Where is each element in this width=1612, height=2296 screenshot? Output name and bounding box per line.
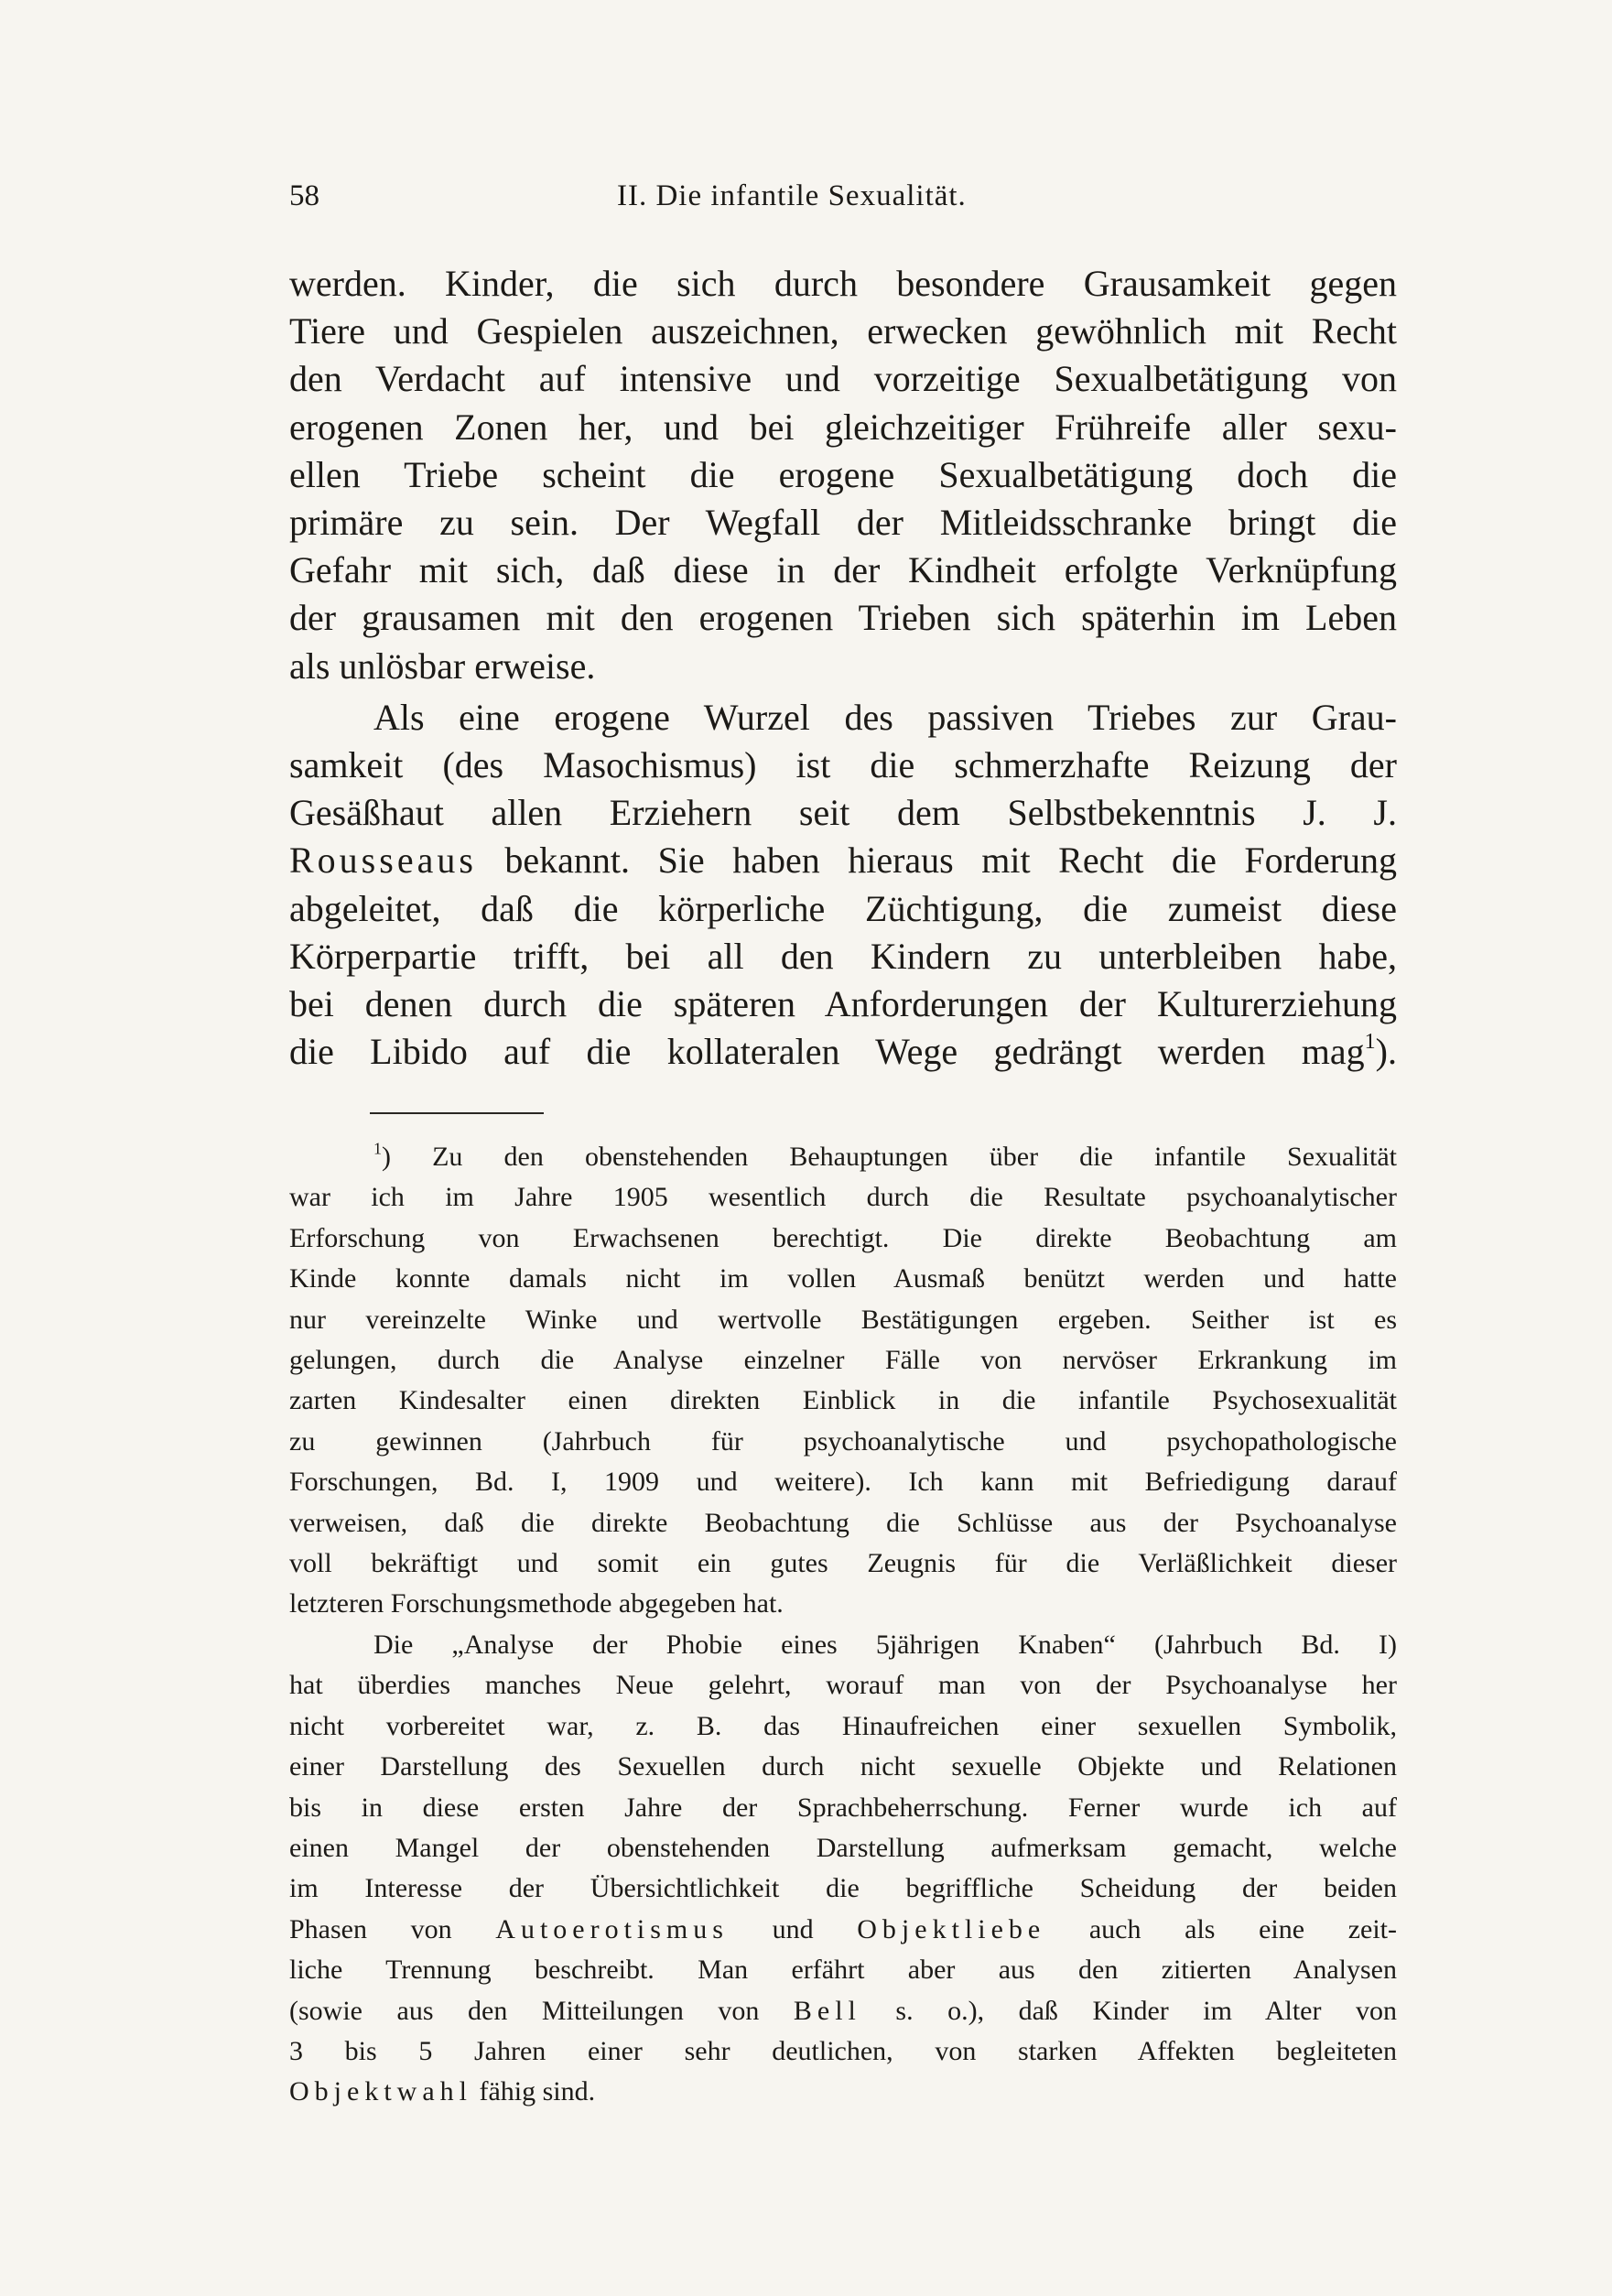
paragraph-1 — [289, 260, 1397, 690]
text-line: Gefahr mit sich, daß diese in der Kindheit erfolgte Verknüpfung — [289, 549, 1397, 591]
text-line: letzteren Forschungsmethode abgegeben hat. — [289, 1588, 784, 1619]
text-line: gelungen, durch die Analyse einzelner Fälle von nervöser Erkrankung im — [289, 1345, 1397, 1376]
text-line: hat überdies manches Neue gelehrt, worauf man von der Psychoanalyse her — [289, 1670, 1397, 1701]
text-line: bis in diese ersten Jahre der Sprachbeherrschung. Ferner wurde ich auf — [289, 1792, 1397, 1823]
text-span: fähig sind. — [471, 2076, 596, 2107]
term-objektwahl: Objektwahl — [289, 2076, 472, 2107]
term-autoerotismus: Autoerotismus — [495, 1913, 729, 1944]
author-name-rousseau: Rousseaus — [289, 839, 477, 882]
running-title: II. Die infantile Sexualität. — [617, 179, 967, 212]
footnote-marker: 1 — [373, 1139, 382, 1158]
main-text — [289, 260, 1397, 1076]
text-line: als unlösbar erweise. — [289, 644, 596, 687]
text-span: s. o.), daß Kinder im Alter von — [860, 1995, 1397, 2026]
text-line — [289, 1991, 1397, 2031]
text-line: im Interesse der Übersichtlichkeit die begriffliche Scheidung der beiden — [289, 1873, 1397, 1904]
text-span: auch als eine zeit- — [1045, 1913, 1397, 1944]
text-line — [289, 1910, 1397, 1950]
text-line — [289, 1028, 1397, 1076]
text-line: Erforschung von Erwachsenen berechtigt. Die direkte Beobachtung am — [289, 1222, 1397, 1253]
text-line: 3 bis 5 Jahren einer sehr deutlichen, von starken Affekten begleiteten — [289, 2035, 1397, 2066]
text-line: verweisen, daß die direkte Beobachtung die Schlüsse aus der Psychoanalyse — [289, 1507, 1397, 1538]
text-line: Tiere und Gespielen auszeichnen, erwecken gewöhnlich mit Recht — [289, 310, 1397, 352]
text-line: Die „Analyse der Phobie eines 5jährigen Knaben“ (Jahrbuch Bd. I) — [373, 1629, 1397, 1660]
text-line: erogenen Zonen her, und bei gleichzeitiger Frühreife aller sexu- — [289, 406, 1397, 448]
text-span: Phasen von — [289, 1913, 496, 1944]
text-line: Kinde konnte damals nicht im vollen Ausmaß benützt werden und hatte — [289, 1263, 1397, 1294]
author-name-bell: Bell — [793, 1995, 861, 2026]
footnote-separator — [370, 1112, 544, 1114]
text-span: bekannt. Sie haben hieraus mit Recht die Forderung — [476, 839, 1397, 882]
text-line: werden. Kinder, die sich durch besondere Grausamkeit gegen — [289, 263, 1397, 304]
text-line: einer Darstellung des Sexuellen durch nicht sexuelle Objekte und Relationen — [289, 1751, 1397, 1782]
text-line: liche Trennung beschreibt. Man erfährt aber aus den zitierten Analysen — [289, 1955, 1397, 1986]
text-line: samkeit (des Masochismus) ist die schmerzhafte Reizung der — [289, 744, 1397, 786]
text-line — [289, 2072, 1397, 2112]
footnote — [289, 1137, 1397, 2113]
text-span: (sowie aus den Mitteilungen von — [289, 1995, 794, 2026]
text-line: primäre zu sein. Der Wegfall der Mitleidsschranke bringt die — [289, 502, 1397, 544]
text-line: voll bekräftigt und somit ein gutes Zeugnis für die Verläßlichkeit dieser — [289, 1548, 1397, 1579]
text-line: zarten Kindesalter einen direkten Einblick in die infantile Psychosexualität — [289, 1385, 1397, 1416]
text-span: ). — [1375, 1031, 1397, 1073]
text-span: die Libido auf die kollateralen Wege gedrängt werden mag — [289, 1031, 1365, 1073]
text-line: nur vereinzelte Winke und wertvolle Bestätigungen ergeben. Seither ist es — [289, 1304, 1397, 1335]
text-span: und — [728, 1913, 858, 1944]
text-line: nicht vorbereitet war, z. B. das Hinaufreichen einer sexuellen Symbolik, — [289, 1710, 1397, 1741]
text-line: Als eine erogene Wurzel des passiven Triebes zur Grau- — [373, 696, 1397, 738]
page-header — [289, 179, 1397, 225]
text-line: abgeleitet, daß die körperliche Züchtigung, die zumeist diese — [289, 887, 1397, 929]
footnote-reference: 1 — [1364, 1030, 1376, 1055]
text-line: den Verdacht auf intensive und vorzeitige Sexualbetätigung von — [289, 358, 1397, 400]
text-line: der grausamen mit den erogenen Trieben sich späterhin im Leben — [289, 597, 1397, 639]
text-line — [289, 1137, 1397, 1177]
text-line: Forschungen, Bd. I, 1909 und weitere). Ich kann mit Befriedigung darauf — [289, 1467, 1397, 1498]
text-line: war ich im Jahre 1905 wesentlich durch die Resultate psychoanalytischer — [289, 1182, 1397, 1213]
text-span: ) Zu den obenstehenden Behauptungen über die infantile Sexualität — [382, 1142, 1397, 1172]
text-line: bei denen durch die späteren Anforderungen der Kulturerziehung — [289, 983, 1397, 1025]
text-line: zu gewinnen (Jahrbuch für psychoanalytische und psychopathologische — [289, 1425, 1397, 1457]
page-number: 58 — [289, 179, 319, 212]
text-line: einen Mangel der obenstehenden Darstellung aufmerksam gemacht, welche — [289, 1832, 1397, 1863]
text-line — [289, 837, 1397, 884]
text-line: ellen Triebe scheint die erogene Sexualbetätigung doch die — [289, 453, 1397, 495]
text-line: Gesäßhaut allen Erziehern seit dem Selbstbekenntnis J. J. — [289, 792, 1397, 834]
paragraph-2 — [289, 694, 1397, 1077]
text-line: Körperpartie trifft, bei all den Kindern zu unterbleiben habe, — [289, 935, 1397, 977]
term-objektliebe: Objektliebe — [857, 1913, 1046, 1944]
